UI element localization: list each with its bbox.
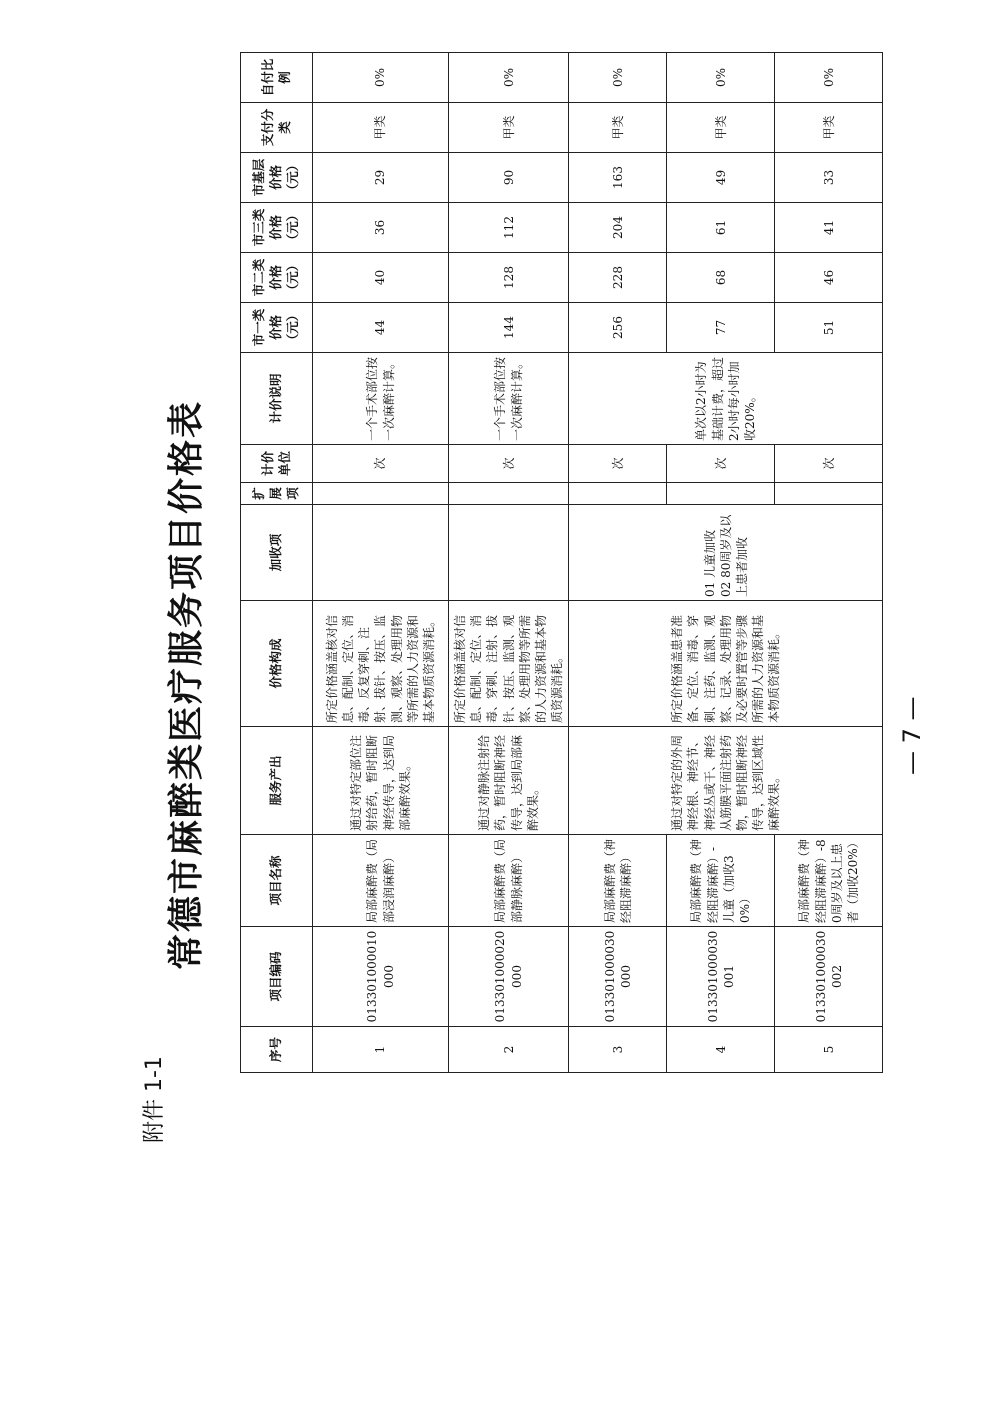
table-header-row (241, 53, 313, 1073)
header-composition: 价格构成 (241, 601, 313, 727)
cell-pay-class: 甲类 (313, 103, 449, 153)
page-number: — 7 — (898, 696, 926, 775)
header-pay-class: 支付分类 (241, 103, 313, 153)
cell-code: 013301000020000 (449, 927, 569, 1027)
cell-price-3: 36 (313, 203, 449, 253)
cell-name: 局部麻醉费（局部浸润麻醉） (313, 835, 449, 927)
cell-pay-class: 甲类 (569, 103, 667, 153)
cell-price-2: 68 (667, 253, 775, 303)
cell-self-pay: 0% (775, 53, 883, 103)
header-self-pay: 自付比例 (241, 53, 313, 103)
cell-name: 局部麻醉费（局部静脉麻醉） (449, 835, 569, 927)
cell-name: 局部麻醉费（神经阻滞麻醉）-80周岁及以上患者（加收20%） (775, 835, 883, 927)
cell-composition: 所定价格涵盖患者准备、定位、消毒、穿刺、注药、监测、观察、记录、处理用物及必要时置管等步骤所需的人力资源和基本物质资源消耗。 (569, 601, 883, 727)
cell-ext (775, 483, 883, 505)
cell-name: 局部麻醉费（神经阻滞麻醉）-儿童（加收30%） (667, 835, 775, 927)
cell-price-1: 44 (313, 303, 449, 353)
cell-output: 通过对静脉注射给药，暂时阻断神经传导，达到局部麻醉效果。 (449, 727, 569, 835)
header-price-3: 市三类价格（元） (241, 203, 313, 253)
document-title: 常德市麻醉类医疗服务项目价格表 (166, 400, 207, 971)
cell-self-pay: 0% (569, 53, 667, 103)
table-row (313, 53, 449, 1073)
header-price-1: 市一类价格（元） (241, 303, 313, 353)
header-price-base: 市基层价格（元） (241, 153, 313, 203)
cell-pay-class: 甲类 (775, 103, 883, 153)
cell-code: 013301000030001 (667, 927, 775, 1027)
cell-price-3: 41 (775, 203, 883, 253)
header-ext: 扩展项 (241, 483, 313, 505)
cell-price-2: 40 (313, 253, 449, 303)
table-row (449, 53, 569, 1073)
cell-extra (313, 505, 449, 601)
cell-output: 通过对特定的外周神经根、神经节、神经丛或干、神经从筋膜平面注射药物，暂时阻断神经传导，达到区域性麻醉效果。 (569, 727, 883, 835)
cell-price-1: 144 (449, 303, 569, 353)
attachment-label: 附件 1-1 (142, 1056, 167, 1143)
cell-code: 013301000010000 (313, 927, 449, 1027)
cell-price-base: 163 (569, 153, 667, 203)
cell-seq: 2 (449, 1027, 569, 1073)
cell-composition: 所定价格涵盖核对信息、配制、定位、消毒、反复穿刺、注射、拔针、按压、监测、观察、处理用物等所需的人力资源和基本物质资源消耗。 (313, 601, 449, 727)
cell-code: 013301000030002 (775, 927, 883, 1027)
cell-seq: 5 (775, 1027, 883, 1073)
header-code: 项目编码 (241, 927, 313, 1027)
cell-unit: 次 (569, 445, 667, 483)
cell-self-pay: 0% (449, 53, 569, 103)
cell-note: 一个手术部位按一次麻醉计算。 (313, 353, 449, 445)
cell-seq: 1 (313, 1027, 449, 1073)
cell-price-3: 61 (667, 203, 775, 253)
cell-note: 一个手术部位按一次麻醉计算。 (449, 353, 569, 445)
header-output: 服务产出 (241, 727, 313, 835)
cell-price-3: 112 (449, 203, 569, 253)
cell-self-pay: 0% (313, 53, 449, 103)
header-seq: 序号 (241, 1027, 313, 1073)
cell-ext (667, 483, 775, 505)
cell-price-1: 51 (775, 303, 883, 353)
price-table (240, 52, 883, 1073)
cell-pay-class: 甲类 (667, 103, 775, 153)
cell-price-base: 29 (313, 153, 449, 203)
table-row (569, 53, 667, 1073)
cell-pay-class: 甲类 (449, 103, 569, 153)
cell-price-1: 77 (667, 303, 775, 353)
cell-unit: 次 (313, 445, 449, 483)
cell-seq: 3 (569, 1027, 667, 1073)
cell-ext (569, 483, 667, 505)
cell-price-1: 256 (569, 303, 667, 353)
cell-price-2: 128 (449, 253, 569, 303)
cell-output: 通过对特定部位注射给药，暂时阻断神经传导，达到局部麻醉效果。 (313, 727, 449, 835)
cell-ext (313, 483, 449, 505)
cell-extra: 01 儿童加收 02 80周岁及以上患者加收 (569, 505, 883, 601)
header-name: 项目名称 (241, 835, 313, 927)
header-note: 计价说明 (241, 353, 313, 445)
cell-price-base: 90 (449, 153, 569, 203)
cell-extra (449, 505, 569, 601)
cell-self-pay: 0% (667, 53, 775, 103)
header-unit: 计价单位 (241, 445, 313, 483)
cell-price-2: 46 (775, 253, 883, 303)
cell-seq: 4 (667, 1027, 775, 1073)
cell-unit: 次 (449, 445, 569, 483)
cell-unit: 次 (667, 445, 775, 483)
cell-price-2: 228 (569, 253, 667, 303)
cell-note: 单次以2小时为基础计费，超过2小时每小时加收20%。 (569, 353, 883, 445)
header-price-2: 市二类价格（元） (241, 253, 313, 303)
header-extra: 加收项 (241, 505, 313, 601)
cell-ext (449, 483, 569, 505)
cell-name: 局部麻醉费（神经阻滞麻醉） (569, 835, 667, 927)
cell-code: 013301000030000 (569, 927, 667, 1027)
cell-composition: 所定价格涵盖核对信息、配制、定位、消毒、穿刺、注射、拔针、按压、监测、观察、处理用物等所需的人力资源和基本物质资源消耗。 (449, 601, 569, 727)
cell-price-base: 49 (667, 153, 775, 203)
cell-unit: 次 (775, 445, 883, 483)
cell-price-base: 33 (775, 153, 883, 203)
cell-price-3: 204 (569, 203, 667, 253)
